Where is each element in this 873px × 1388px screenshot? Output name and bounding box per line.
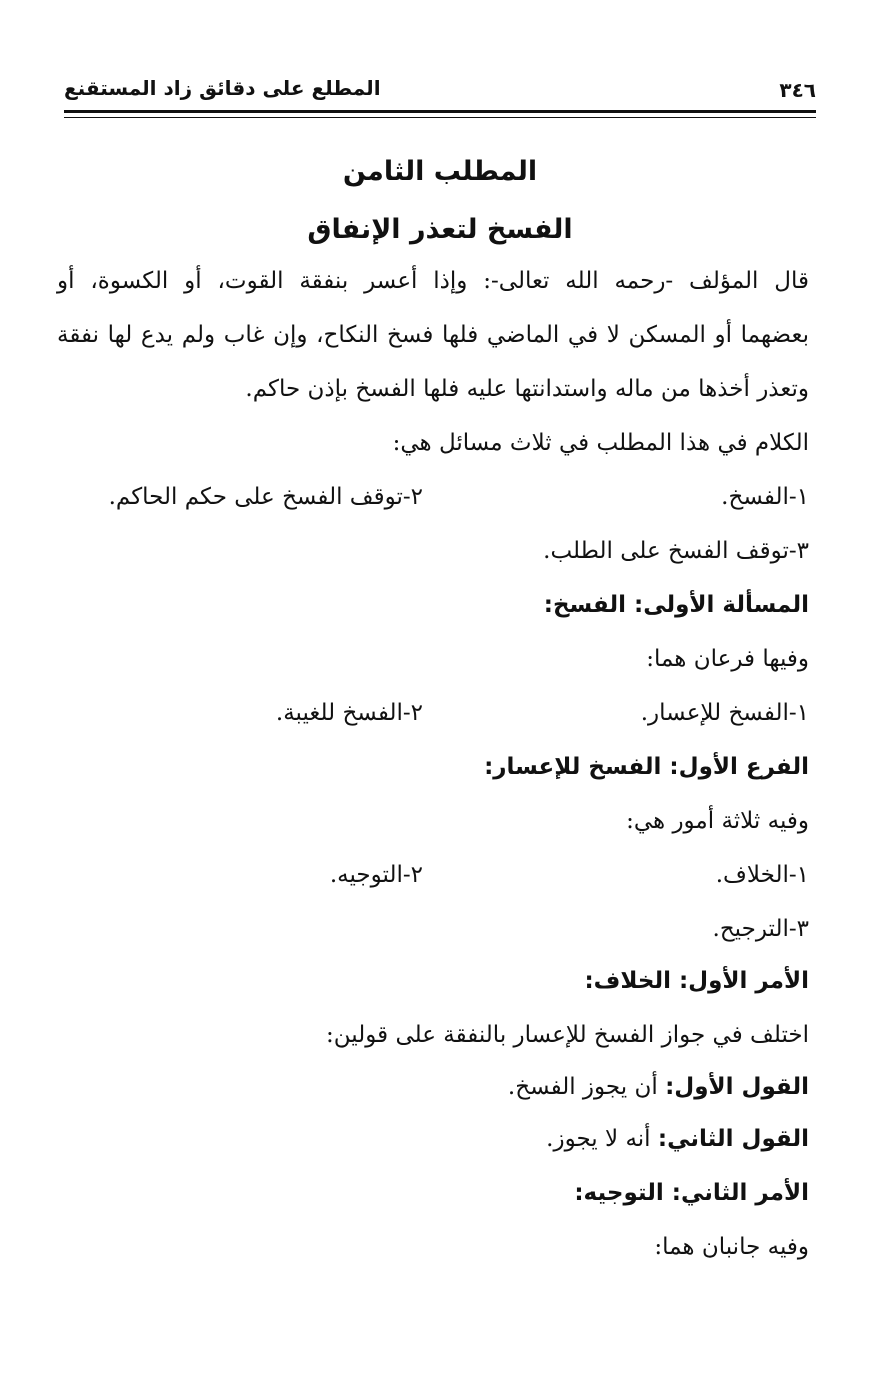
first-matter-heading: الأمر الأول: الخلاف: <box>584 968 809 994</box>
book-title: المطلع على دقائق زاد المستقنع <box>64 76 381 100</box>
opinion-2-text: أنه لا يجوز. <box>546 1126 651 1152</box>
intro-line-3: وتعذر أخذها من ماله واستدانتها عليه فلها الفسخ بإذن حاكم. <box>245 376 809 402</box>
subject-title: الفسخ لتعذر الإنفاق <box>307 214 573 245</box>
opinion-1-label: القول الأول: <box>665 1074 809 1100</box>
second-matter-heading: الأمر الثاني: التوجيه: <box>574 1180 809 1206</box>
first-branch-item-3: ٣-الترجيح. <box>712 916 809 942</box>
section-title: المطلب الثامن <box>342 156 538 187</box>
issues-lead: الكلام في هذا المطلب في ثلاث مسائل هي: <box>392 430 809 456</box>
opinion-2 <box>57 1126 809 1154</box>
first-branch-heading: الفرع الأول: الفسخ للإعسار: <box>484 754 809 780</box>
first-issue-lead: وفيها فرعان هما: <box>646 646 809 672</box>
opinion-2-label: القول الثاني: <box>657 1126 809 1152</box>
header-rule-thick <box>64 110 816 113</box>
first-issue-heading: المسألة الأولى: الفسخ: <box>543 592 809 618</box>
intro-line-2: بعضهما أو المسكن لا في الماضي فلها فسخ النكاح، وإن غاب ولم يدع لها نفقة <box>57 322 809 348</box>
running-header <box>64 74 816 108</box>
second-matter-lead: وفيه جانبان هما: <box>654 1234 809 1260</box>
header-rule-thin <box>64 117 816 118</box>
opinion-1 <box>57 1074 809 1102</box>
opinion-1-text: أن يجوز الفسخ. <box>507 1074 658 1100</box>
issues-item-1: ١-الفسخ. <box>721 484 809 510</box>
issues-item-2: ٢-توقف الفسخ على حكم الحاكم. <box>108 484 423 510</box>
first-branch-item-2: ٢-التوجيه. <box>329 862 423 888</box>
first-issue-item-2: ٢-الفسخ للغيبة. <box>275 700 423 726</box>
first-issue-item-1: ١-الفسخ للإعسار. <box>640 700 809 726</box>
first-branch-lead: وفيه ثلاثة أمور هي: <box>626 808 809 834</box>
first-branch-item-1: ١-الخلاف. <box>715 862 809 888</box>
first-matter-lead: اختلف في جواز الفسخ للإعسار بالنفقة على قولين: <box>326 1022 809 1048</box>
intro-line-1: قال المؤلف -رحمه الله تعالى-: وإذا أعسر بنفقة القوت، أو الكسوة، أو <box>57 268 809 294</box>
issues-item-3: ٣-توقف الفسخ على الطلب. <box>543 538 809 564</box>
page-number: ٣٤٦ <box>779 78 816 102</box>
